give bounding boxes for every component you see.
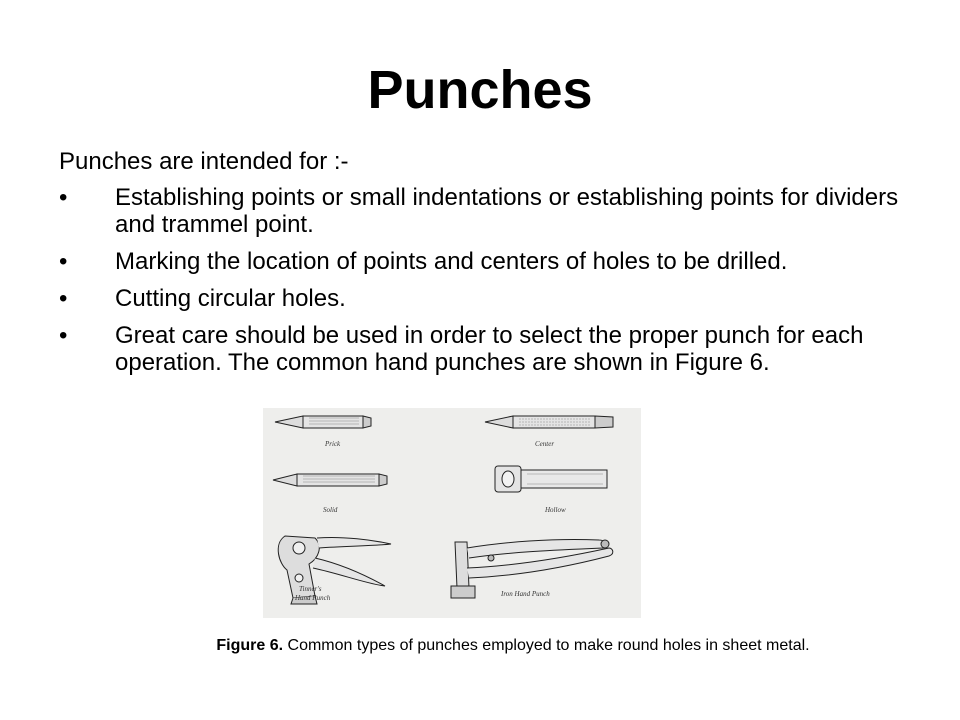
bullet-text: Great care should be used in order to select the proper punch for each operation. The common hand punches are shown in Figure 6. [115, 322, 864, 376]
bullet-list [59, 184, 919, 386]
bullet-marker: • [59, 285, 68, 312]
caption-text: Common types of punches employed to make round holes in sheet metal. [283, 637, 810, 654]
tinners-label-line2: Hand Punch [295, 594, 331, 602]
bullet-item [59, 322, 919, 376]
figure-caption [160, 634, 866, 658]
bullet-item [59, 248, 919, 275]
bullet-text: Cutting circular holes. [115, 285, 346, 312]
bullet-marker: • [59, 184, 68, 211]
bullet-marker: • [59, 322, 68, 349]
iron-hand-punch-label: Iron Hand Punch [501, 590, 550, 598]
center-punch-illustration [485, 416, 613, 428]
bullet-text: Marking the location of points and centers of holes to be drilled. [115, 248, 788, 275]
bullet-item [59, 184, 919, 238]
hollow-label: Hollow [545, 506, 566, 514]
bullet-text: Establishing points or small indentations or establishing points for dividers and trammel point. [115, 184, 899, 238]
bullet-item [59, 285, 919, 312]
center-label: Center [535, 440, 555, 448]
tinners-label-line1: Tinner's [299, 585, 322, 593]
caption-lead: Figure 6. [216, 637, 284, 654]
intro-text: Punches are intended for :- [59, 148, 349, 175]
prick-label: Prick [325, 440, 341, 448]
solid-punch-illustration [273, 474, 387, 486]
prick-punch-illustration [275, 416, 371, 428]
solid-label: Solid [323, 506, 338, 514]
punches-figure [263, 408, 641, 618]
hollow-punch-illustration [495, 466, 607, 492]
bullet-marker: • [59, 248, 68, 275]
slide-title: Punches [367, 60, 593, 120]
